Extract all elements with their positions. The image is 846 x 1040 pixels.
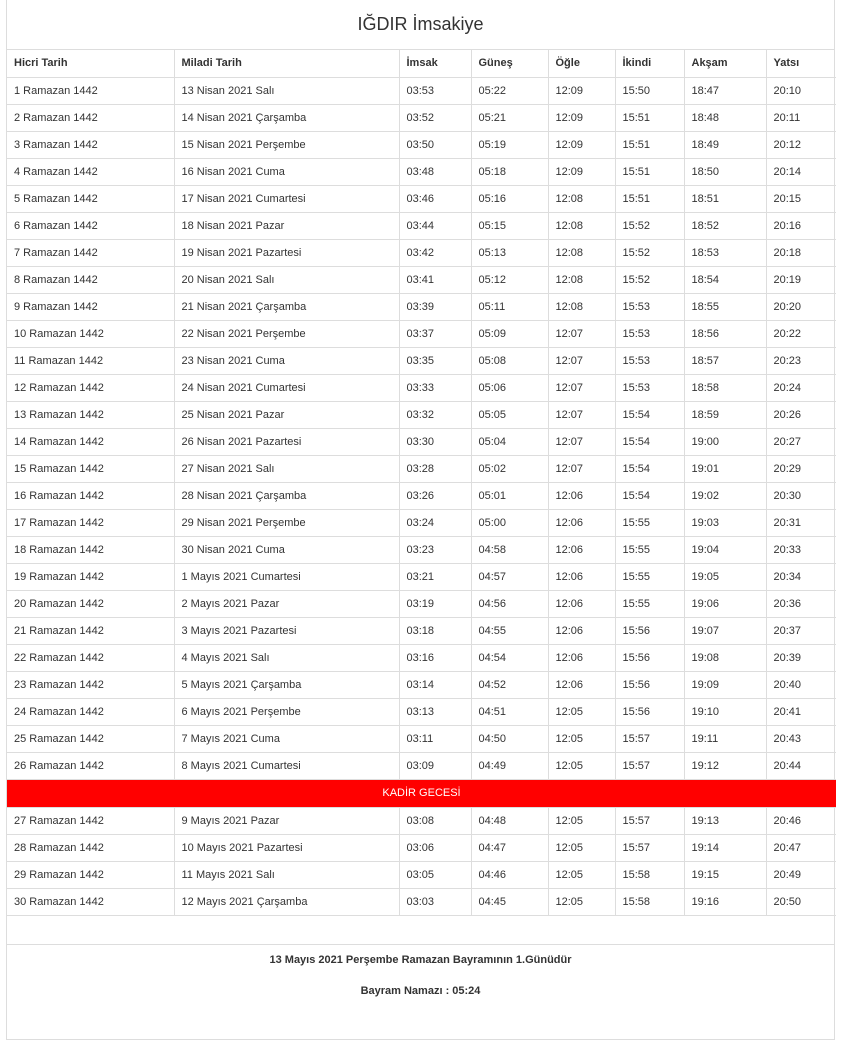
cell-imsak: 03:11 [399, 725, 471, 752]
cell-gunes: 05:02 [471, 455, 548, 482]
cell-gunes: 05:22 [471, 77, 548, 104]
cell-imsak: 03:52 [399, 104, 471, 131]
cell-ikindi: 15:56 [615, 698, 684, 725]
table-row [7, 104, 836, 131]
cell-gunes: 05:05 [471, 401, 548, 428]
cell-yatsi: 20:15 [766, 185, 836, 212]
cell-ogle: 12:07 [548, 374, 615, 401]
cell-miladi-tarih: 21 Nisan 2021 Çarşamba [174, 293, 399, 320]
cell-ikindi: 15:53 [615, 347, 684, 374]
cell-miladi-tarih: 3 Mayıs 2021 Pazartesi [174, 617, 399, 644]
table-row [7, 293, 836, 320]
cell-hicri-tarih: 7 Ramazan 1442 [7, 239, 174, 266]
bayram-namazi: Bayram Namazı : 05:24 [360, 984, 481, 997]
cell-aksam: 18:55 [684, 293, 766, 320]
cell-yatsi: 20:10 [766, 77, 836, 104]
cell-imsak: 03:37 [399, 320, 471, 347]
cell-gunes: 05:13 [471, 239, 548, 266]
table-body-special [7, 779, 836, 807]
table-row [7, 212, 836, 239]
cell-aksam: 19:10 [684, 698, 766, 725]
cell-ikindi: 15:58 [615, 888, 684, 915]
cell-gunes: 04:55 [471, 617, 548, 644]
cell-imsak: 03:33 [399, 374, 471, 401]
cell-imsak: 03:19 [399, 590, 471, 617]
cell-miladi-tarih: 5 Mayıs 2021 Çarşamba [174, 671, 399, 698]
cell-aksam: 18:57 [684, 347, 766, 374]
cell-miladi-tarih: 25 Nisan 2021 Pazar [174, 401, 399, 428]
cell-aksam: 19:12 [684, 752, 766, 779]
cell-gunes: 04:52 [471, 671, 548, 698]
cell-hicri-tarih: 4 Ramazan 1442 [7, 158, 174, 185]
cell-ogle: 12:05 [548, 861, 615, 888]
table-row [7, 536, 836, 563]
cell-ikindi: 15:53 [615, 374, 684, 401]
cell-ikindi: 15:54 [615, 455, 684, 482]
table-row [7, 671, 836, 698]
table-row [7, 374, 836, 401]
cell-gunes: 04:46 [471, 861, 548, 888]
header-gunes: Güneş [471, 50, 548, 77]
cell-miladi-tarih: 29 Nisan 2021 Perşembe [174, 509, 399, 536]
cell-ikindi: 15:52 [615, 212, 684, 239]
cell-yatsi: 20:50 [766, 888, 836, 915]
cell-ikindi: 15:55 [615, 536, 684, 563]
header-miladi-tarih: Miladi Tarih [174, 50, 399, 77]
cell-aksam: 18:58 [684, 374, 766, 401]
cell-aksam: 19:04 [684, 536, 766, 563]
cell-yatsi: 20:40 [766, 671, 836, 698]
kadir-gecesi-label: KADİR GECESİ [7, 779, 836, 807]
cell-imsak: 03:39 [399, 293, 471, 320]
cell-ikindi: 15:52 [615, 266, 684, 293]
cell-gunes: 05:12 [471, 266, 548, 293]
cell-imsak: 03:32 [399, 401, 471, 428]
cell-yatsi: 20:34 [766, 563, 836, 590]
cell-hicri-tarih: 30 Ramazan 1442 [7, 888, 174, 915]
cell-aksam: 19:11 [684, 725, 766, 752]
cell-ogle: 12:06 [548, 671, 615, 698]
cell-gunes: 05:21 [471, 104, 548, 131]
header-ogle: Öğle [548, 50, 615, 77]
cell-miladi-tarih: 28 Nisan 2021 Çarşamba [174, 482, 399, 509]
cell-miladi-tarih: 13 Nisan 2021 Salı [174, 77, 399, 104]
cell-miladi-tarih: 16 Nisan 2021 Cuma [174, 158, 399, 185]
cell-yatsi: 20:20 [766, 293, 836, 320]
cell-hicri-tarih: 13 Ramazan 1442 [7, 401, 174, 428]
cell-ogle: 12:05 [548, 725, 615, 752]
cell-aksam: 19:09 [684, 671, 766, 698]
cell-hicri-tarih: 12 Ramazan 1442 [7, 374, 174, 401]
bayram-info: 13 Mayıs 2021 Perşembe Ramazan Bayramının 1.Günüdür [269, 953, 572, 966]
table-row [7, 698, 836, 725]
cell-gunes: 04:54 [471, 644, 548, 671]
cell-aksam: 19:15 [684, 861, 766, 888]
cell-miladi-tarih: 18 Nisan 2021 Pazar [174, 212, 399, 239]
cell-hicri-tarih: 15 Ramazan 1442 [7, 455, 174, 482]
table-row [7, 563, 836, 590]
cell-miladi-tarih: 8 Mayıs 2021 Cumartesi [174, 752, 399, 779]
cell-yatsi: 20:44 [766, 752, 836, 779]
cell-hicri-tarih: 26 Ramazan 1442 [7, 752, 174, 779]
cell-ikindi: 15:55 [615, 590, 684, 617]
cell-ogle: 12:09 [548, 104, 615, 131]
cell-ikindi: 15:51 [615, 158, 684, 185]
cell-gunes: 05:18 [471, 158, 548, 185]
cell-ikindi: 15:57 [615, 834, 684, 861]
cell-aksam: 18:50 [684, 158, 766, 185]
cell-miladi-tarih: 23 Nisan 2021 Cuma [174, 347, 399, 374]
cell-ikindi: 15:51 [615, 185, 684, 212]
cell-ikindi: 15:56 [615, 617, 684, 644]
table-row [7, 509, 836, 536]
cell-ogle: 12:08 [548, 239, 615, 266]
cell-hicri-tarih: 5 Ramazan 1442 [7, 185, 174, 212]
cell-hicri-tarih: 2 Ramazan 1442 [7, 104, 174, 131]
cell-imsak: 03:26 [399, 482, 471, 509]
cell-ikindi: 15:51 [615, 104, 684, 131]
cell-ikindi: 15:54 [615, 401, 684, 428]
cell-imsak: 03:46 [399, 185, 471, 212]
cell-imsak: 03:23 [399, 536, 471, 563]
cell-yatsi: 20:36 [766, 590, 836, 617]
table-row [7, 428, 836, 455]
cell-hicri-tarih: 24 Ramazan 1442 [7, 698, 174, 725]
cell-hicri-tarih: 18 Ramazan 1442 [7, 536, 174, 563]
cell-ogle: 12:07 [548, 428, 615, 455]
cell-aksam: 18:48 [684, 104, 766, 131]
cell-imsak: 03:41 [399, 266, 471, 293]
cell-ogle: 12:06 [548, 509, 615, 536]
cell-aksam: 19:05 [684, 563, 766, 590]
cell-gunes: 05:01 [471, 482, 548, 509]
cell-yatsi: 20:39 [766, 644, 836, 671]
cell-ogle: 12:06 [548, 563, 615, 590]
cell-yatsi: 20:29 [766, 455, 836, 482]
cell-gunes: 05:09 [471, 320, 548, 347]
cell-imsak: 03:48 [399, 158, 471, 185]
cell-aksam: 18:59 [684, 401, 766, 428]
cell-hicri-tarih: 25 Ramazan 1442 [7, 725, 174, 752]
cell-ogle: 12:08 [548, 266, 615, 293]
cell-aksam: 19:02 [684, 482, 766, 509]
cell-yatsi: 20:33 [766, 536, 836, 563]
cell-aksam: 19:00 [684, 428, 766, 455]
cell-hicri-tarih: 19 Ramazan 1442 [7, 563, 174, 590]
table-row [7, 482, 836, 509]
cell-aksam: 19:13 [684, 807, 766, 834]
table-row [7, 725, 836, 752]
table-row [7, 861, 836, 888]
table-body-before [7, 77, 836, 779]
cell-imsak: 03:44 [399, 212, 471, 239]
cell-miladi-tarih: 22 Nisan 2021 Perşembe [174, 320, 399, 347]
cell-ogle: 12:06 [548, 590, 615, 617]
cell-hicri-tarih: 6 Ramazan 1442 [7, 212, 174, 239]
cell-yatsi: 20:24 [766, 374, 836, 401]
cell-imsak: 03:13 [399, 698, 471, 725]
cell-hicri-tarih: 21 Ramazan 1442 [7, 617, 174, 644]
header-ikindi: İkindi [615, 50, 684, 77]
cell-hicri-tarih: 29 Ramazan 1442 [7, 861, 174, 888]
cell-imsak: 03:05 [399, 861, 471, 888]
table-row [7, 644, 836, 671]
cell-ogle: 12:05 [548, 752, 615, 779]
cell-miladi-tarih: 12 Mayıs 2021 Çarşamba [174, 888, 399, 915]
cell-ikindi: 15:53 [615, 293, 684, 320]
cell-miladi-tarih: 7 Mayıs 2021 Cuma [174, 725, 399, 752]
cell-ogle: 12:09 [548, 131, 615, 158]
cell-imsak: 03:06 [399, 834, 471, 861]
cell-yatsi: 20:14 [766, 158, 836, 185]
cell-imsak: 03:42 [399, 239, 471, 266]
cell-hicri-tarih: 10 Ramazan 1442 [7, 320, 174, 347]
cell-imsak: 03:03 [399, 888, 471, 915]
cell-yatsi: 20:37 [766, 617, 836, 644]
cell-ogle: 12:07 [548, 401, 615, 428]
cell-hicri-tarih: 17 Ramazan 1442 [7, 509, 174, 536]
table-row [7, 347, 836, 374]
cell-ikindi: 15:57 [615, 752, 684, 779]
table-row [7, 617, 836, 644]
cell-miladi-tarih: 30 Nisan 2021 Cuma [174, 536, 399, 563]
kadir-gecesi-row [7, 779, 836, 807]
cell-hicri-tarih: 20 Ramazan 1442 [7, 590, 174, 617]
cell-yatsi: 20:30 [766, 482, 836, 509]
cell-gunes: 05:00 [471, 509, 548, 536]
cell-hicri-tarih: 16 Ramazan 1442 [7, 482, 174, 509]
cell-ikindi: 15:52 [615, 239, 684, 266]
cell-gunes: 04:47 [471, 834, 548, 861]
cell-gunes: 04:45 [471, 888, 548, 915]
cell-aksam: 18:56 [684, 320, 766, 347]
cell-ikindi: 15:58 [615, 861, 684, 888]
cell-imsak: 03:50 [399, 131, 471, 158]
cell-yatsi: 20:19 [766, 266, 836, 293]
cell-miladi-tarih: 2 Mayıs 2021 Pazar [174, 590, 399, 617]
cell-aksam: 19:14 [684, 834, 766, 861]
cell-hicri-tarih: 1 Ramazan 1442 [7, 77, 174, 104]
cell-aksam: 19:06 [684, 590, 766, 617]
cell-miladi-tarih: 1 Mayıs 2021 Cumartesi [174, 563, 399, 590]
cell-gunes: 04:51 [471, 698, 548, 725]
cell-gunes: 04:58 [471, 536, 548, 563]
header-yatsi: Yatsı [766, 50, 836, 77]
cell-yatsi: 20:18 [766, 239, 836, 266]
cell-ikindi: 15:53 [615, 320, 684, 347]
table-row [7, 401, 836, 428]
cell-gunes: 05:06 [471, 374, 548, 401]
header-aksam: Akşam [684, 50, 766, 77]
cell-yatsi: 20:26 [766, 401, 836, 428]
cell-ikindi: 15:51 [615, 131, 684, 158]
table-row [7, 807, 836, 834]
cell-hicri-tarih: 3 Ramazan 1442 [7, 131, 174, 158]
cell-miladi-tarih: 9 Mayıs 2021 Pazar [174, 807, 399, 834]
cell-imsak: 03:16 [399, 644, 471, 671]
cell-yatsi: 20:46 [766, 807, 836, 834]
cell-ikindi: 15:55 [615, 563, 684, 590]
cell-ikindi: 15:56 [615, 644, 684, 671]
table-row [7, 158, 836, 185]
cell-ikindi: 15:57 [615, 725, 684, 752]
cell-aksam: 18:51 [684, 185, 766, 212]
cell-aksam: 19:07 [684, 617, 766, 644]
table-header-row [7, 50, 836, 77]
cell-yatsi: 20:49 [766, 861, 836, 888]
table-row [7, 131, 836, 158]
cell-yatsi: 20:11 [766, 104, 836, 131]
cell-ogle: 12:08 [548, 185, 615, 212]
cell-imsak: 03:53 [399, 77, 471, 104]
cell-miladi-tarih: 15 Nisan 2021 Perşembe [174, 131, 399, 158]
cell-miladi-tarih: 17 Nisan 2021 Cumartesi [174, 185, 399, 212]
table-row [7, 77, 836, 104]
cell-aksam: 18:54 [684, 266, 766, 293]
table-row [7, 185, 836, 212]
cell-gunes: 05:11 [471, 293, 548, 320]
imsakiye-panel [6, 0, 835, 1040]
cell-yatsi: 20:31 [766, 509, 836, 536]
cell-ikindi: 15:54 [615, 482, 684, 509]
cell-imsak: 03:14 [399, 671, 471, 698]
cell-aksam: 19:16 [684, 888, 766, 915]
cell-imsak: 03:30 [399, 428, 471, 455]
cell-gunes: 04:56 [471, 590, 548, 617]
cell-ikindi: 15:50 [615, 77, 684, 104]
cell-aksam: 18:53 [684, 239, 766, 266]
cell-imsak: 03:08 [399, 807, 471, 834]
cell-gunes: 04:57 [471, 563, 548, 590]
cell-imsak: 03:35 [399, 347, 471, 374]
cell-aksam: 19:01 [684, 455, 766, 482]
cell-aksam: 19:03 [684, 509, 766, 536]
cell-ogle: 12:09 [548, 77, 615, 104]
cell-ogle: 12:05 [548, 807, 615, 834]
table-row [7, 455, 836, 482]
cell-hicri-tarih: 11 Ramazan 1442 [7, 347, 174, 374]
cell-hicri-tarih: 22 Ramazan 1442 [7, 644, 174, 671]
cell-yatsi: 20:43 [766, 725, 836, 752]
cell-hicri-tarih: 28 Ramazan 1442 [7, 834, 174, 861]
cell-miladi-tarih: 10 Mayıs 2021 Pazartesi [174, 834, 399, 861]
cell-miladi-tarih: 24 Nisan 2021 Cumartesi [174, 374, 399, 401]
cell-hicri-tarih: 23 Ramazan 1442 [7, 671, 174, 698]
cell-gunes: 05:16 [471, 185, 548, 212]
cell-ogle: 12:06 [548, 617, 615, 644]
cell-yatsi: 20:27 [766, 428, 836, 455]
cell-aksam: 18:52 [684, 212, 766, 239]
page-title: IĞDIR İmsakiye [7, 0, 834, 50]
table-row [7, 590, 836, 617]
cell-aksam: 19:08 [684, 644, 766, 671]
cell-miladi-tarih: 6 Mayıs 2021 Perşembe [174, 698, 399, 725]
table-body-after [7, 807, 836, 915]
cell-gunes: 05:15 [471, 212, 548, 239]
cell-yatsi: 20:41 [766, 698, 836, 725]
cell-gunes: 04:50 [471, 725, 548, 752]
cell-ogle: 12:07 [548, 347, 615, 374]
cell-imsak: 03:18 [399, 617, 471, 644]
cell-imsak: 03:24 [399, 509, 471, 536]
cell-yatsi: 20:16 [766, 212, 836, 239]
cell-miladi-tarih: 19 Nisan 2021 Pazartesi [174, 239, 399, 266]
cell-ogle: 12:09 [548, 158, 615, 185]
cell-imsak: 03:28 [399, 455, 471, 482]
cell-gunes: 04:48 [471, 807, 548, 834]
cell-gunes: 05:19 [471, 131, 548, 158]
header-hicri-tarih: Hicri Tarih [7, 50, 174, 77]
table-row [7, 320, 836, 347]
cell-aksam: 18:49 [684, 131, 766, 158]
cell-ikindi: 15:57 [615, 807, 684, 834]
header-imsak: İmsak [399, 50, 471, 77]
cell-miladi-tarih: 27 Nisan 2021 Salı [174, 455, 399, 482]
cell-yatsi: 20:47 [766, 834, 836, 861]
cell-aksam: 18:47 [684, 77, 766, 104]
cell-miladi-tarih: 11 Mayıs 2021 Salı [174, 861, 399, 888]
cell-miladi-tarih: 20 Nisan 2021 Salı [174, 266, 399, 293]
table-row [7, 752, 836, 779]
cell-ogle: 12:05 [548, 698, 615, 725]
cell-ogle: 12:05 [548, 834, 615, 861]
table-row [7, 266, 836, 293]
cell-miladi-tarih: 4 Mayıs 2021 Salı [174, 644, 399, 671]
cell-yatsi: 20:12 [766, 131, 836, 158]
cell-gunes: 05:04 [471, 428, 548, 455]
cell-hicri-tarih: 9 Ramazan 1442 [7, 293, 174, 320]
cell-gunes: 04:49 [471, 752, 548, 779]
cell-hicri-tarih: 14 Ramazan 1442 [7, 428, 174, 455]
cell-ogle: 12:08 [548, 293, 615, 320]
cell-ikindi: 15:54 [615, 428, 684, 455]
cell-yatsi: 20:22 [766, 320, 836, 347]
cell-ogle: 12:05 [548, 888, 615, 915]
spacer-row [7, 916, 834, 945]
table-row [7, 888, 836, 915]
imsakiye-table [7, 50, 836, 916]
cell-yatsi: 20:23 [766, 347, 836, 374]
cell-ogle: 12:07 [548, 455, 615, 482]
cell-ogle: 12:08 [548, 212, 615, 239]
table-row [7, 239, 836, 266]
cell-gunes: 05:08 [471, 347, 548, 374]
cell-hicri-tarih: 27 Ramazan 1442 [7, 807, 174, 834]
cell-miladi-tarih: 14 Nisan 2021 Çarşamba [174, 104, 399, 131]
cell-imsak: 03:21 [399, 563, 471, 590]
cell-miladi-tarih: 26 Nisan 2021 Pazartesi [174, 428, 399, 455]
cell-ogle: 12:06 [548, 482, 615, 509]
cell-ikindi: 15:55 [615, 509, 684, 536]
cell-hicri-tarih: 8 Ramazan 1442 [7, 266, 174, 293]
cell-ogle: 12:06 [548, 644, 615, 671]
cell-imsak: 03:09 [399, 752, 471, 779]
cell-ogle: 12:06 [548, 536, 615, 563]
cell-ogle: 12:07 [548, 320, 615, 347]
table-row [7, 834, 836, 861]
cell-ikindi: 15:56 [615, 671, 684, 698]
